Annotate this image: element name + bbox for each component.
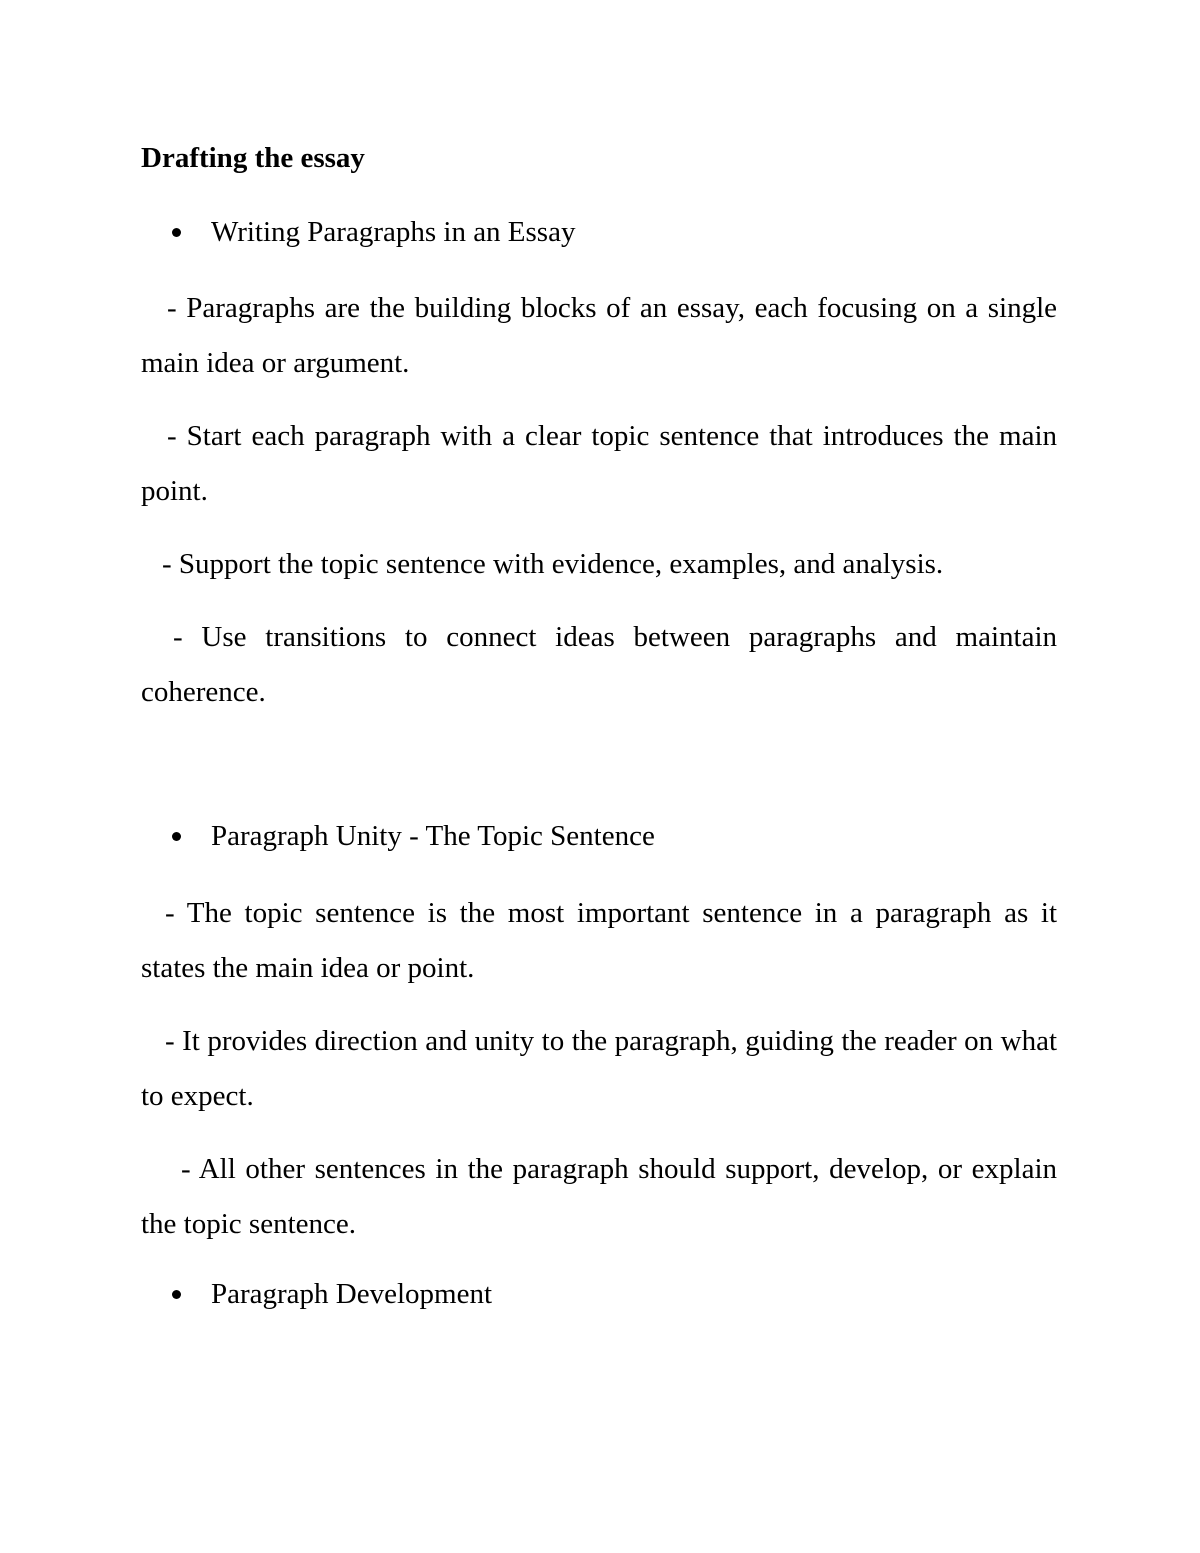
- paragraph-text: - Use transitions to connect ideas between paragraphs and maintain coherence.: [141, 621, 1057, 708]
- paragraph-text: - Paragraphs are the building blocks of an essay, each focusing on a single main idea or argument.: [141, 292, 1057, 379]
- bullet-dot-icon: [172, 228, 181, 237]
- paragraph-item: [141, 1142, 1057, 1252]
- bullet-writing-paragraphs: [172, 216, 575, 249]
- paragraph-item: [162, 537, 1078, 592]
- bullet-label: Paragraph Development: [211, 1278, 493, 1310]
- bullet-label: Paragraph Unity - The Topic Sentence: [211, 820, 655, 852]
- document-heading: Drafting the essay: [141, 142, 365, 174]
- paragraph-item: [141, 886, 1057, 996]
- bullet-paragraph-unity: [172, 820, 655, 853]
- paragraph-text: - The topic sentence is the most important sentence in a paragraph as it states the main idea or point.: [141, 897, 1057, 984]
- paragraph-text: - All other sentences in the paragraph should support, develop, or explain the topic sentence.: [141, 1153, 1057, 1240]
- paragraph-text: - Support the topic sentence with evidence, examples, and analysis.: [162, 548, 944, 580]
- paragraph-text: - It provides direction and unity to the paragraph, guiding the reader on what to expect.: [141, 1025, 1057, 1112]
- bullet-dot-icon: [172, 1290, 181, 1299]
- paragraph-item: [141, 610, 1057, 720]
- bullet-label: Writing Paragraphs in an Essay: [211, 216, 576, 248]
- paragraph-item: [141, 281, 1057, 391]
- paragraph-text: - Start each paragraph with a clear topic sentence that introduces the main point.: [141, 420, 1057, 507]
- paragraph-item: [141, 409, 1057, 519]
- paragraph-item: [141, 1014, 1057, 1124]
- bullet-paragraph-development: [172, 1278, 492, 1311]
- bullet-dot-icon: [172, 832, 181, 841]
